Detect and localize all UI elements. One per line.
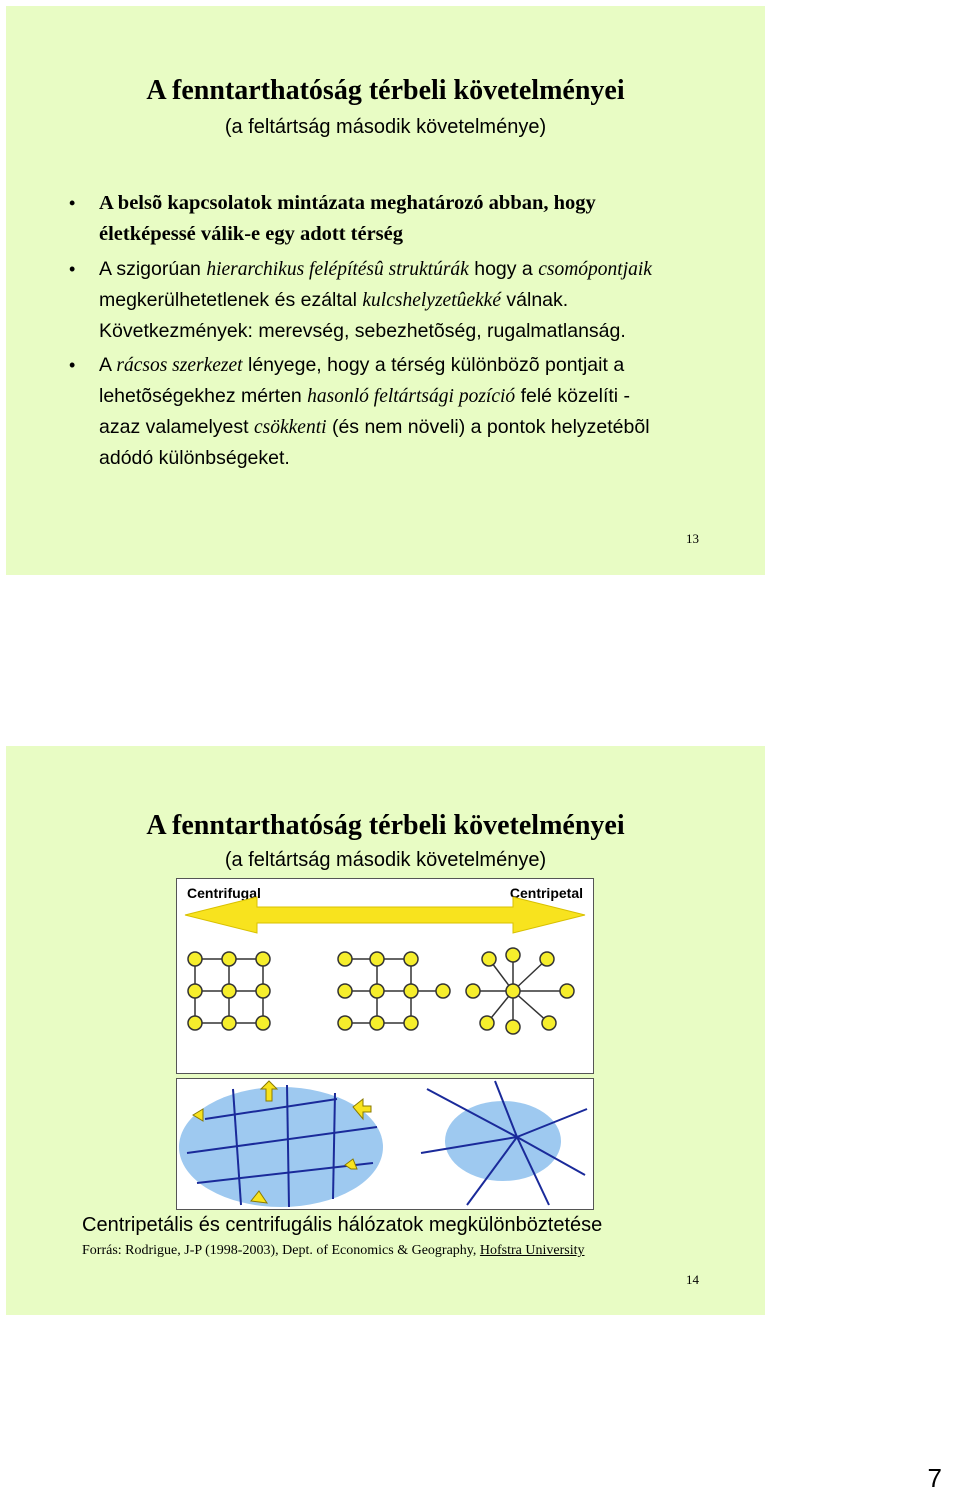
bullet-icon: • — [69, 259, 76, 279]
page-number: 14 — [686, 1272, 699, 1287]
slide-subtitle: (a feltártság második követelménye) — [224, 849, 547, 871]
source-citation — [82, 1242, 762, 1260]
slide-14 — [6, 746, 765, 1315]
centrifugal-region — [179, 1087, 383, 1207]
hierarchical-network — [345, 959, 443, 1023]
bullet-icon: • — [69, 355, 76, 375]
bullet-emphasis: hasonló feltártsági pozíció — [307, 386, 516, 407]
slide-subtitle: (a feltártság második követelménye) — [224, 116, 547, 138]
list-item — [69, 254, 669, 346]
network-types-panel — [176, 878, 594, 1074]
centripetal-label: Centripetal — [509, 885, 583, 901]
sheet-page-number: 7 — [927, 1463, 942, 1493]
slide-title: A fenntarthatóság térbeli követelményei — [146, 810, 625, 841]
bullet-text: felé közelíti - azaz valamelyest — [99, 385, 631, 438]
bullet-text: A — [99, 354, 117, 376]
centrifugal-label: Centrifugal — [187, 885, 261, 901]
bullet-text: lényege, hogy a térség különbözõ pontjait a lehetõségekhez mérten — [99, 354, 625, 407]
slide-13 — [6, 6, 765, 575]
bullet-emphasis: csökkenti — [253, 417, 327, 438]
source-text: Forrás: Rodrigue, J-P (1998-2003), Dept. of Economics & Geography, — [82, 1243, 480, 1258]
bullet-emphasis: kulcshelyzetûekké — [362, 290, 501, 311]
network-figure — [176, 878, 594, 1210]
list-item — [69, 350, 669, 473]
page-number: 13 — [686, 531, 699, 546]
centripetal-region — [445, 1101, 561, 1181]
slide-title: A fenntarthatóság térbeli követelményei — [146, 75, 625, 106]
network-maps-panel — [176, 1078, 594, 1210]
bullet-emphasis: hierarchikus felépítésû struktúrák — [206, 259, 469, 280]
network-diagrams — [177, 879, 593, 1073]
bullet-text: megkerülhetetlenek és ezáltal — [99, 289, 363, 311]
network-maps — [177, 1079, 593, 1209]
bullet-text: válnak. Következmények: merevség, sebezhetõség, rugalmatlanság. — [99, 289, 626, 342]
grid-network-nodes — [188, 952, 270, 1030]
bullet-text: A belsõ kapcsolatok mintázata meghatározó abban, hogy életképessé válik-e egy adott térség — [99, 192, 596, 245]
bullet-icon: • — [69, 193, 76, 213]
bullet-text: (és nem növeli) a pontok helyzetébõl adódó különbségeket. — [99, 416, 650, 469]
bullet-list — [69, 188, 669, 477]
source-link[interactable]: Hofstra University — [479, 1243, 585, 1258]
list-item — [69, 188, 669, 250]
figure-caption: Centripetális és centrifugális hálózatok megkülönböztetése — [82, 1214, 603, 1236]
bullet-text: A szigorúan — [99, 258, 207, 280]
bullet-emphasis: csomópontjaik — [538, 259, 652, 280]
double-arrow-icon — [185, 897, 585, 933]
bullet-emphasis: rácsos szerkezet — [116, 355, 243, 376]
bullet-text: hogy a — [468, 258, 539, 280]
